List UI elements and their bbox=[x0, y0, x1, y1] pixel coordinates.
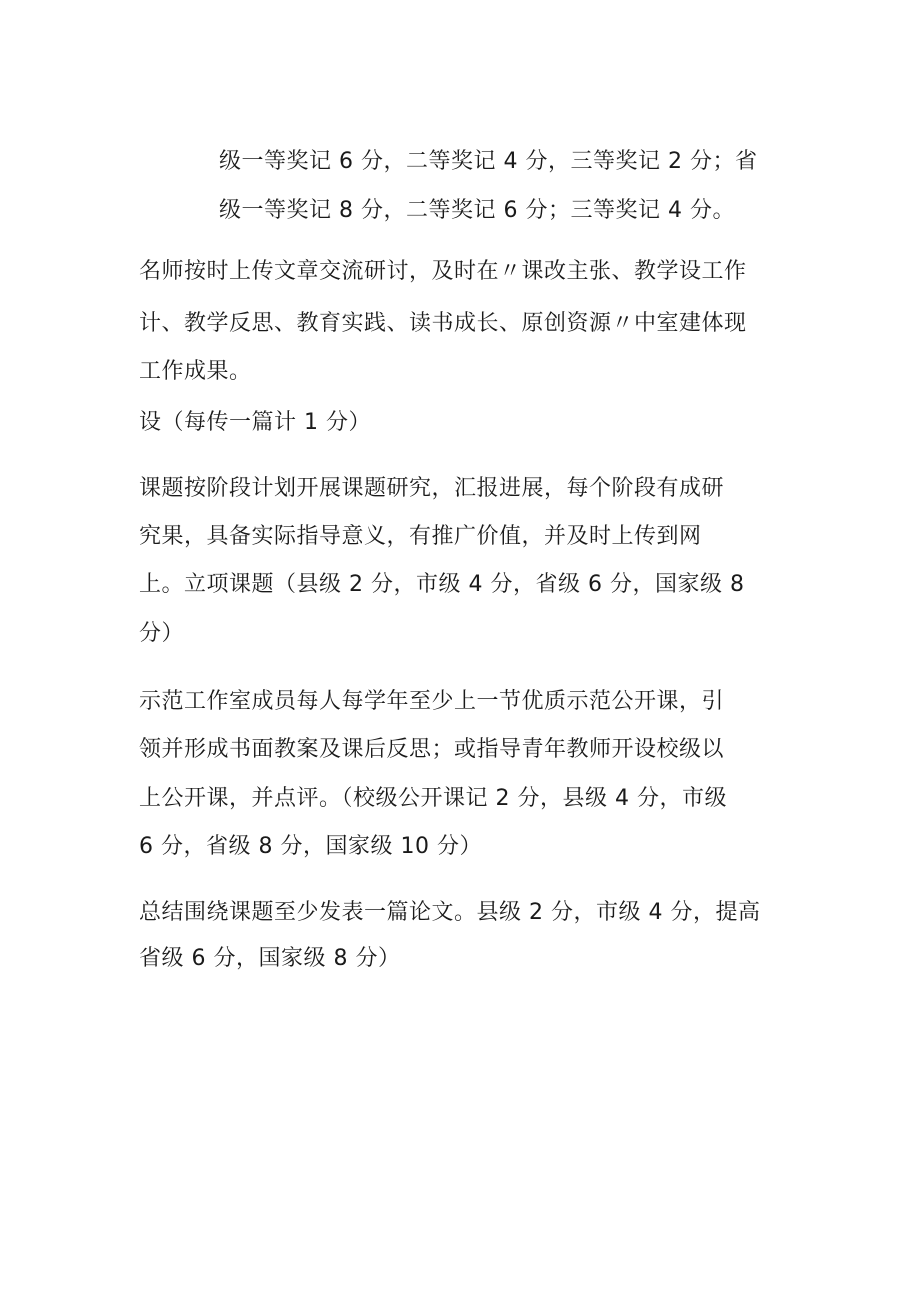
paragraph-line: 省级 6 分，国家级 8 分） bbox=[139, 946, 401, 971]
paragraph-line: 计、教学反思、教育实践、读书成长、原创资源〃中室建体现 bbox=[139, 311, 747, 336]
paragraph-line: 分） bbox=[139, 621, 185, 646]
paragraph-line: 上公开课，并点评。（校级公开课记 2 分，县级 4 分，市级 bbox=[139, 786, 727, 811]
paragraph-line: 设（每传一篇计 1 分） bbox=[139, 410, 371, 435]
paragraph-line: 课题按阶段计划开展课题研究，汇报进展，每个阶段有成研 bbox=[139, 476, 725, 501]
paragraph-line: 示范工作室成员每人每学年至少上一节优质示范公开课，引 bbox=[139, 689, 725, 714]
paragraph-line: 究果，具备实际指导意义，有推广价值，并及时上传到网 bbox=[139, 524, 702, 549]
award-line: 级一等奖记 6 分，二等奖记 4 分，三等奖记 2 分；省 bbox=[219, 149, 758, 174]
award-line: 级一等奖记 8 分，二等奖记 6 分；三等奖记 4 分。 bbox=[219, 198, 735, 223]
paragraph-line: 总结围绕课题至少发表一篇论文。县级 2 分，市级 4 分，提高 bbox=[139, 900, 761, 925]
paragraph-line: 工作成果。 bbox=[139, 359, 252, 384]
paragraph-line: 名师按时上传文章交流研讨，及时在〃课改主张、教学设工作 bbox=[139, 259, 747, 284]
paragraph-line: 6 分，省级 8 分，国家级 10 分） bbox=[139, 834, 482, 859]
paragraph-line: 领并形成书面教案及课后反思；或指导青年教师开设校级以 bbox=[139, 737, 725, 762]
paragraph-line: 上。立项课题（县级 2 分，市级 4 分，省级 6 分，国家级 8 bbox=[139, 572, 745, 597]
